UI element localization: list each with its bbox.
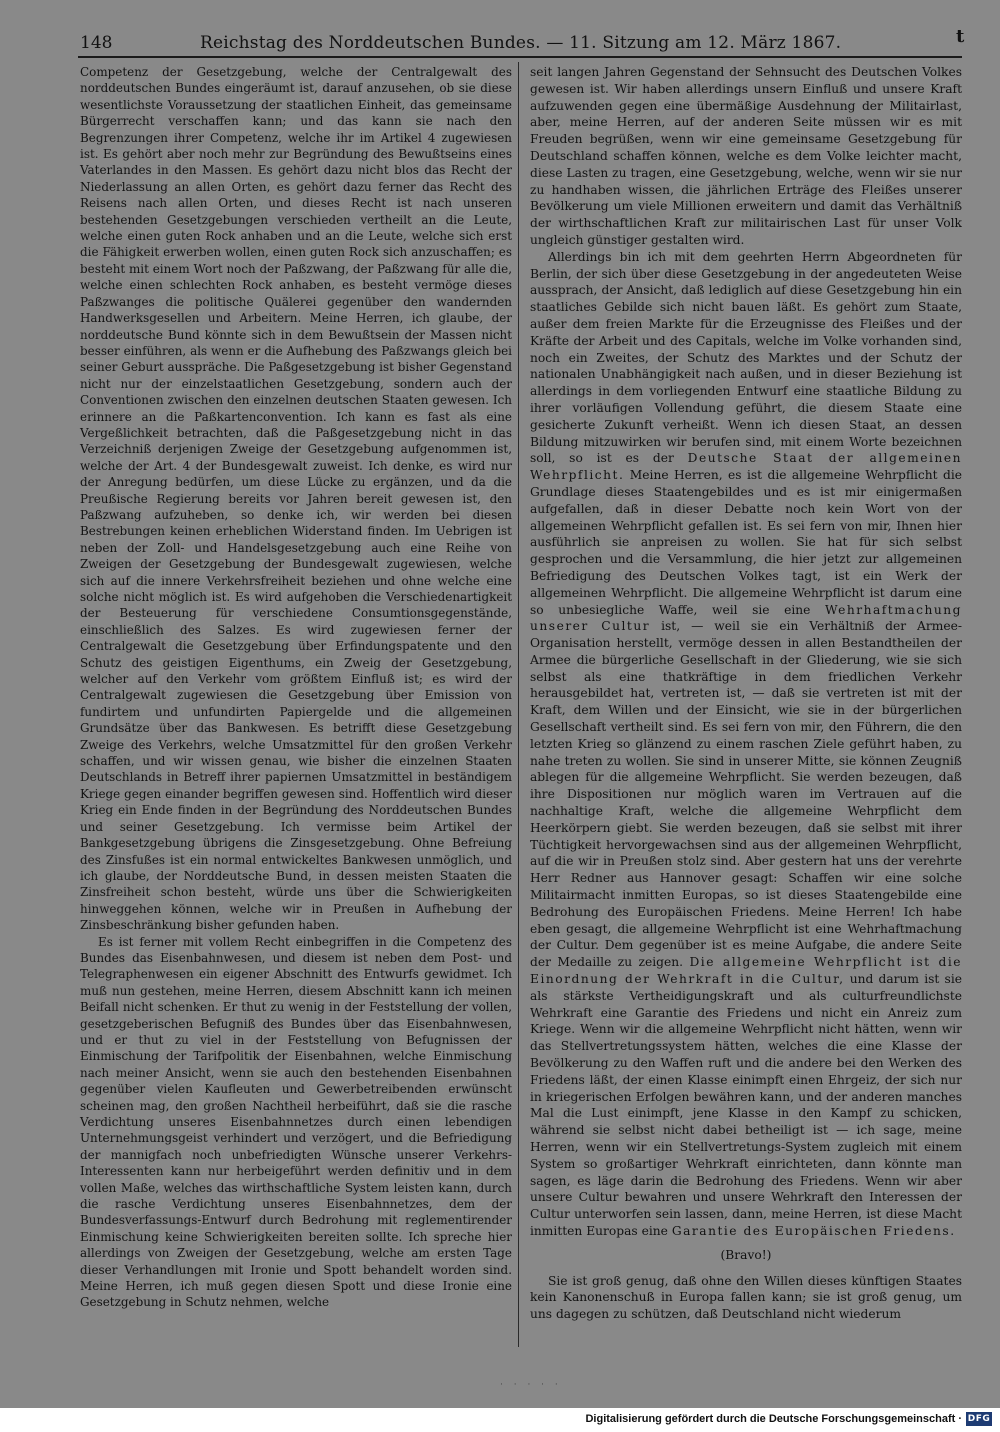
funding-credit: Digitalisierung gefördert durch die Deutsche Forschungsgemeinschaft ·: [585, 1413, 962, 1425]
text-run: Allerdings bin ich mit dem geehrten Herrn Abgeordneten für Berlin, der sich über diese Gesetzgebung in der angedeuteten Weise aussprach, der Ansicht, daß lediglich auf diese Gesetzgebung hin ein staatliches Gebilde sich nicht bauen läßt. Es gehört zum Staate, außer dem freien Markte für die Erzeugnisse des Fleißes und der Kräfte der Arbeit und des Capitals, welche im Volke vorhanden sind, noch ein Zweites, der Schutz des Marktes und der Schutz der nationalen Unabhängigkeit nach außen, und in dieser Beziehung ist allerdings in dem vorliegenden Entwurf eine staatliche Bildung zu ihrer vorläufigen Vollendung geführt, die diesem Staate eine gesicherte Zukunft verheißt. Wenn ich diesen Staat, an dessen Bildung mitzuwirken wir berufen sind, mit einem Worte bezeichnen soll, so ist es der: [530, 249, 962, 466]
left-column: [80, 64, 512, 1311]
right-paragraph-2: [530, 249, 962, 1240]
emphasis-wehrpflicht-staat: Deutsche Staat der allgemeinen Wehrpflicht.: [530, 451, 962, 483]
column-divider: [518, 62, 519, 1347]
emphasis-einordnung: Die allgemeine Wehrpflicht ist die Einordnung der Wehrkraft in die Cultur,: [530, 955, 962, 987]
text-run: ist, — weil sie ein Verhältniß der Armee-Organisation herstellt, vermöge dessen in allen Bestandtheilen der Armee die bürgerliche Gesellschaft in der Gliederung, wie sie sich selbst als eine thatkräftige in dem friedlichen Verkehr herausgebildet hat, vertreten ist, — daß sie vertreten ist mit der Kraft, dem Willen und der Einsicht, wie sie in der bürgerlichen Gesellschaft vertheilt sind. Es sei fern von mir, den Führern, die den letzten Krieg so glänzend zu einem raschen Ziele geführt haben, zu nahe treten zu wollen. Sie sind in unserer Mitte, sie können Zeugniß ablegen für die allgemeine Wehrpflicht. Sie werden bezeugen, daß ihre Dispositionen nur möglich waren im Vertrauen auf die nachhaltige Kraft, welche die allgemeine Wehrpflicht dem Heerkörpern giebt. Sie werden bezeugen, daß sie selbst mit ihrer Tüchtigkeit hervorgewachsen sind aus der allgemeinen Wehrpflicht, auf die wir in Preußen stolz sind. Aber gestern hat uns der verehrte Herr Redner aus Hannover gesagt: Schaffen wir eine solche Militairmacht inmitten Europas, so ist dieses Staatengebilde eine Bedrohung des Europäischen Friedens. Meine Herren! Ich habe eben gesagt, die allgemeine Wehrpflicht ist eine Wehrhaftmachung der Cultur. Dem gegenüber ist es meine Aufgabe, die andere Seite der Medaille zu zeigen.: [530, 619, 962, 970]
footer-bar: [0, 1408, 1000, 1432]
emphasis-garantie: Garantie des Europäischen Friedens.: [671, 1223, 956, 1238]
dfg-logo: DFG: [967, 1414, 991, 1424]
corner-mark: t: [956, 26, 965, 47]
emphasis-wehrhaftmachung: Wehrhaftmachung unserer Cultur: [530, 602, 963, 634]
text-run: Meine Herren, es ist die allgemeine Wehrpflicht die Grundlage dieses Staatengebildes und es ist mir einigermaßen aufgefallen, daß in dieser Debatte noch kein Wort von der allgemeinen Wehrpflicht gefallen ist. Es sei fern von mir, Ihnen hier ausführlich sie anpreisen zu wollen. Sie hat für sich selbst gesprochen und die Versammlung, die hier jetzt zur allgemeinen Befriedigung des Deutschen Volkes tagt, ist ein Werk der allgemeinen Wehrpflicht. Die allgemeine Wehrpflicht ist darum eine so unbesiegliche Waffe, weil sie eine: [530, 468, 962, 617]
right-paragraph-3: Sie ist groß genug, daß ohne den Willen dieses künftigen Staates kein Kanonenschuß in Europa fallen kann; sie ist groß genug, um uns dagegen zu schützen, daß Deutschland nicht wiederum: [530, 1273, 962, 1322]
right-column: [530, 64, 962, 1323]
scan-specks: · · · · ·: [500, 1380, 562, 1390]
left-paragraph-2: Es ist ferner mit vollem Recht einbegriffen in die Competenz des Bundes das Eisenbahnwesen, und diesem ist neben dem Post- und Telegraphenwesen ein eigener Abschnitt des Entwurfs gewidmet. Ich muß nun gestehen, meine Herren, diesem Abschnitt kann ich meinen Beifall nicht schenken. Er thut zu wenig in der Feststellung der vollen, gesetzgeberischen Befugniß des Bundes über das Eisenbahnwesen, und er thut zu viel in der Feststellung von Befugnissen der Einmischung der Tarifpolitik der Eisenbahnen, welche Einmischung nach meiner Ansicht, wenn sie auch den bestehenden Eisenbahnen gegenüber vielen Kaufleuten und Gewerbetreibenden erwünscht scheinen mag, den großen Nachtheil herbeiführt, daß sie die rasche Verdichtung unseres Eisenbahnnetzes durch einen lebendigen Unternehmungsgeist verhindert und verzögert, und die Befriedigung der mannigfach noch unbefriedigten Wünsche unserer Verkehrs-Interessenten kann nur herbeigeführt werden definitiv und in dem vollen Maße, welches das wirthschaftliche System leisten kann, durch die rasche Verdichtung unseres Eisenbahnnetzes, dem der Bundesverfassungs-Entwurf durch Bedrohung mit reglementirender Einmischung keine Schwierigkeiten bereiten sollte. Ich spreche hier allerdings von Zweigen der Gesetzgebung, welche am ersten Tage dieser Verhandlungen mit Ironie und Spott behandelt worden sind. Meine Herren, ich muß gegen diesen Spott und diese Ironie eine Gesetzgebung in Schutz nehmen, welche: [80, 934, 512, 1310]
page-number: 148: [80, 33, 113, 53]
right-paragraph-1: seit langen Jahren Gegenstand der Sehnsucht des Deutschen Volkes gewesen ist. Wir haben allerdings unsern Einfluß und unsere Kraft aufzuwenden gegen eine übermäßige Ausdehnung der Militairlast, aber, meine Herren, auf der anderen Seite müssen wir es mit Freuden begrüßen, wenn wir eine gemeinsame Gesetzgebung für Deutschland schaffen können, welche es dem Volke leichter macht, diese Lasten zu tragen, eine Gesetzgebung, welche, wenn wir sie nur zu handhaben wissen, die jährlichen Erträge des Fleißes unserer Bevölkerung um viele Millionen erweitern und damit das Verhältniß der wirthschaftlichen Kraft zur militairischen Last für unser Volk ungleich günstiger gestalten wird.: [530, 65, 962, 247]
applause-note: (Bravo!): [720, 1247, 772, 1262]
left-paragraph-1: Competenz der Gesetzgebung, welche der Centralgewalt des norddeutschen Bundes eingeräumt ist, darauf anzusehen, ob sie diese wesentlichste Voraussetzung der staatlichen Einheit, das gemeinsame Bürgerrecht verschaffen kann; und das kann sie nach den Begrenzungen ihrer Competenz, welche ihr im Artikel 4 zugewiesen ist. Es gehört aber noch mehr zur Begründung des Bewußtseins eines Vaterlandes in den Massen. Es gehört dazu nicht blos das Recht der Niederlassung an allen Orten, es gehört dazu ferner das Recht des Reisens nach allen Orten, und dieses Recht ist nach unseren bestehenden Gesetzgebungen verschieden vertheilt an die Leute, welche einen guten Rock anhaben und an die Leute, welche sich erst die Fähigkeit erwerben wollen, einen guten Rock sich anzuschaffen; es besteht mit einem Wort noch der Paßzwang, der Paßzwang für alle die, welche einen schlechten Rock anhaben, es besteht vermöge dieses Paßzwanges die politische Quälerei gegenüber den wandernden Handwerksgesellen und Arbeitern. Meine Herren, ich glaube, der norddeutsche Bund könnte sich in dem Bewußtsein der Massen nicht besser einführen, als wenn er die Aufhebung des Paßzwangs gleich bei seiner Geburt ausspräche. Die Paßgesetzgebung ist bisher Gegenstand nicht nur der einzelstaatlichen Gesetzgebung, sondern auch der Conventionen zwischen den einzelnen deutschen Staaten gewesen. Ich erinnere an die Paßkartenconvention. Ich kann es fast als eine Vergeßlichkeit betrachten, daß die Paßgesetzgebung nicht in das Verzeichniß derjenigen Zweige der Gesetzgebung aufgenommen ist, welche der Art. 4 der Bundesgewalt zuweist. Ich denke, es wird nur der Anregung bedürfen, um diese Lücke zu ergänzen, und da die Preußische Regierung bereits vor Jahren bereit gewesen ist, den Paßzwang aufzuheben, so denke ich, wir werden bei diesen Bestrebungen keinen erheblichen Widerstand finden. Im Uebrigen ist neben der Zoll- und Handelsgesetzgebung auch eine Reihe von Zweigen der Gesetzgebung der Bundesgewalt zugewiesen, welche sich auf die innere Verkehrsfreiheit beziehen und ohne welche eine solche nicht möglich ist. Es wird aufgehoben die Verschiedenartigkeit der Besteuerung für verschiedene Consumtionsgegenstände, einschließlich des Salzes. Es wird zugewiesen ferner der Centralgewalt die Gesetzgebung über Erfindungspatente und den Schutz des geistigen Eigenthums, ein Zweig der Gesetzgebung, welcher auf den Verkehr vom größtem Einfluß ist; es wird der Centralgewalt zugewiesen die Gesetzgebung über Emission von fundirtem und unfundirten Papiergelde und die allgemeinen Grundsätze über das Bankwesen. Es betrifft diese Gesetzgebung Zweige des Verkehrs, welche Umsatzmittel für den großen Verkehr schaffen, und wir wissen genau, wie bisher die einzelnen Staaten Deutschlands in Betreff ihrer papiernen Umsatzmittel in beständigem Kriege gegen einander begriffen gewesen sind. Hoffentlich wird dieser Krieg ein Ende finden in der Begründung des Norddeutschen Bundes und seiner Gesetzgebung. Ich vermisse beim Artikel der Bankgesetzgebung übrigens die Zinsgesetzgebung. Ohne Befreiung des Zinsfußes ist ein normal entwickeltes Bankwesen unmöglich, und ich glaube, der Norddeutsche Bund, in dessen meisten Staaten die Zinsfreiheit schon besteht, würde uns über die Schwierigkeiten hinweggehen können, welche wir in Preußen in Aufhebung der Zinsbeschränkung bisher gefunden haben.: [80, 65, 512, 933]
header-rule: [78, 56, 962, 58]
text-run: und darum ist sie als stärkste Vertheidigungskraft und als culturfreundlichste Wehrkraft eine Garantie des Friedens und nicht ein Anreiz zum Kriege. Wenn wir die allgemeine Wehrpflicht nicht hätten, wenn wir das Stellvertretungssystem hätten, welches die eine Klasse der Bevölkerung zu den Waffen ruft und die andere bei den Werken des Friedens läßt, der einen Klasse einimpft einen Ehrgeiz, der sich nur in kriegerischen Erfolgen bewähren kann, und der anderen manches Mal die Lust einimpft, jene Klasse in den Kampf zu schicken, während sie selbst nicht dabei betheiligt ist — ich sage, meine Herren, wenn wir ein Stellvertretungs-System zugleich mit einem System so großartiger Wehrkraft einrichteten, dann könnte man sagen, es läge darin die Bedrohung des Friedens. Wenn wir aber unsere Cultur bewahren und unsere Wehrkraft den Interessen der Cultur unterworfen sein lassen, dann, meine Herren, ist diese Macht inmitten Europas eine: [530, 972, 962, 1238]
running-head: Reichstag des Norddeutschen Bundes. — 11. Sitzung am 12. März 1867.: [200, 33, 842, 53]
